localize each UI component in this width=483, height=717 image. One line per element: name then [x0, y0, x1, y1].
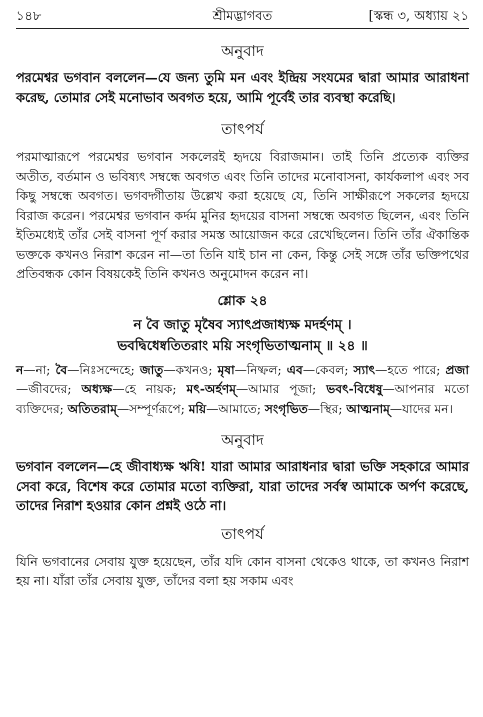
synonym-meaning: —স্থির;	[307, 401, 347, 416]
synonym-word: বৈ	[55, 362, 68, 377]
synonym-word: ময়ি	[188, 401, 207, 416]
synonym-meaning: —না;	[23, 362, 56, 377]
synonym-word: এব	[286, 362, 303, 377]
synonym-meaning: —জীবদের;	[16, 382, 82, 396]
synonym-meaning: —কখনও;	[163, 362, 218, 377]
verse-line-1: ন বৈ জাতু মৃষৈব স্যাৎপ্রজাধ্যক্ষ মদর্হণম্ ।	[133, 316, 352, 333]
book-title: শ্রীমদ্ভাগবত	[212, 8, 273, 24]
synonym-meaning: —আমার পূজা;	[235, 382, 327, 396]
synonym-word: ন	[16, 362, 24, 377]
translation-heading: অনুবাদ	[221, 42, 264, 60]
synonym-meaning: —সম্পূর্ণরূপে;	[116, 401, 189, 416]
synonym-word: জাতু	[139, 362, 164, 377]
synonym-meaning: —কেবল;	[302, 362, 354, 377]
purport-text-2: যিনি ভগবানের সেবায় যুক্ত হয়েছেন, তাঁর যদি কোন বাসনা থেকেও থাকে, তা কখনও নিরাশ হয় না। যাঁরা তাঁর সেবায় যুক্ত, তাঁদের বলা হয় সকাম এবং	[16, 553, 469, 588]
purport-heading: তাৎপর্য	[221, 120, 264, 138]
synonym-word: মৎ-অর্হণম্	[186, 382, 236, 396]
section-reference: [স্কন্ধ ৩, অধ্যায় ২১	[368, 8, 469, 24]
purport-heading-2: তাৎপর্য	[221, 524, 264, 543]
page-number: ১৪৮	[16, 8, 42, 24]
translation-heading-2: অনুবাদ	[221, 431, 264, 449]
page-body	[16, 40, 469, 591]
synonym-word: স্যাৎ	[353, 362, 376, 377]
synonym-meaning: —নিষ্ফল;	[234, 362, 287, 377]
synonym-meaning: —নিঃসন্দেহে;	[67, 362, 140, 377]
synonym-meaning: —হে নায়ক;	[112, 382, 187, 396]
translation-text-2: ভগবান বললেন—হে জীবাধ্যক্ষ ঋষি! যারা আমার আরাধনার দ্বারা ভক্তি সহকারে আমার সেবা করে, বিশেষ করে তোমার মতো ব্যক্তিরা, যারা তাদের সর্বস্ব আমাকে অর্পণ করেছে, তাদের নিরাশ হওয়ার কোন প্রশ্নই ওঠে না।	[16, 460, 469, 514]
word-meanings	[16, 361, 469, 420]
verse-title: শ্লোক ২৪	[217, 292, 268, 309]
synonym-word: ভবৎ-বিধেষু	[326, 382, 383, 396]
synonym-word: প্রজা	[445, 362, 469, 377]
translation-text: পরমেশ্বর ভগবান বললেন—যে জন্য তুমি মন এবং ইন্দ্রিয় সংযমের দ্বারা আমার আরাধনা করেছ, তোমার সেই মনোভাব অবগত হয়ে, আমি পূর্বেই তার ব্যবস্থা করেছি।	[16, 71, 469, 106]
synonym-meaning: —আপনার মতো ব্যক্তিদের;	[16, 382, 470, 416]
synonym-meaning: —হতে পারে;	[375, 362, 446, 377]
purport-text: পরমাত্মারূপে পরমেশ্বর ভগবান সকলেরই হৃদয়ে বিরাজমান। তাই তিনি প্রত্যেক ব্যক্তির অতীত, বর্তমান ও ভবিষ্যৎ সম্বন্ধে অবগত এবং তিনি তাদের মনোবাসনা, কার্যকলাপ এবং সব কিছু সম্বন্ধে অবগত। ভগবদ্গীতায় উল্লেখ করা হয়েছে যে, তিনি সাক্ষীরূপে সকলের হৃদয়ে বিরাজ করেন। পরমেশ্বর ভগবান কর্দম মুনির হৃদয়ের বাসনা সম্বন্ধে অবগত ছিলেন, এবং তিনি ইতিমধ্যেই তাঁর সেই বাসনা পূর্ণ করার সমস্ত আয়োজন করে রেখেছিলেন। তিনি তাঁর ঐকান্তিক ভক্তকে কখনও নিরাশ করেন না—তা তিনি যাই চান না কেন, কিন্তু সেই সঙ্গে তাঁর ভক্তিপথের প্রতিবন্ধক কোন বিষয়কেই তিনি কখনও অনুমোদন করেন না।	[16, 149, 469, 281]
synonym-word: অতিতরাম্	[67, 401, 117, 416]
synonym-word: সংগৃভিত	[264, 401, 308, 416]
page-header	[16, 6, 469, 29]
synonym-word: অধ্যক্ষ	[81, 382, 113, 396]
synonym-word: আত্মনাম্	[346, 401, 390, 416]
verse-line-2: ভবদ্বিধেষ্বতিতরাং ময়ি সংগৃভিতাত্মনাম্ ॥ ২৪ ॥	[117, 337, 368, 354]
synonym-word: মৃষা	[217, 362, 235, 377]
synonym-meaning: —আমাতে;	[206, 401, 265, 416]
synonym-meaning: —যাদের মন।	[389, 401, 453, 416]
